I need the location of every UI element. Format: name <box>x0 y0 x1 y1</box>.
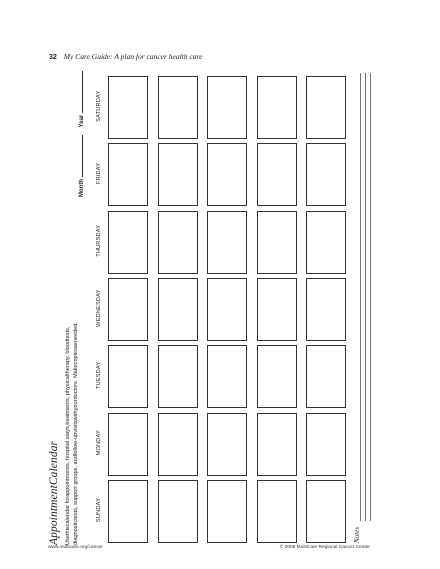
footer-copyright: © 2008 MultiCare Regional Cancer Center <box>279 545 370 550</box>
calendar-day-cell[interactable] <box>257 278 297 341</box>
calendar-day-cell[interactable] <box>306 144 346 207</box>
calendar-day-cell[interactable] <box>158 413 198 476</box>
month-year-fields <box>79 65 85 197</box>
calendar-day-cell[interactable] <box>306 413 346 476</box>
calendar-day-cell[interactable] <box>207 480 247 543</box>
calendar-day-cell[interactable] <box>158 480 198 543</box>
description-line-2: diagnostictests, support groups, andfollow-upvisitswithyourdoctors. Makecopiesasneeded. <box>73 322 79 545</box>
calendar-day-cell[interactable] <box>108 480 148 543</box>
page-number: 32 <box>49 54 57 61</box>
calendar-day-cell[interactable] <box>158 345 198 408</box>
day-header: SUNDAY <box>96 497 102 523</box>
year-field[interactable] <box>82 71 83 113</box>
calendar-day-cell[interactable] <box>158 278 198 341</box>
calendar-title: AppointmentCalendar <box>48 440 60 545</box>
day-header: TUESDAY <box>96 361 102 390</box>
calendar-day-cell[interactable] <box>158 76 198 139</box>
month-label: Month <box>79 179 85 197</box>
footer-url: www.multicare.org/cancer <box>48 545 103 550</box>
calendar-day-cell[interactable] <box>257 76 297 139</box>
calendar-day-cell[interactable] <box>108 211 148 274</box>
day-header: MONDAY <box>96 430 102 456</box>
month-field[interactable] <box>82 135 83 177</box>
calendar-day-cell[interactable] <box>108 76 148 139</box>
day-header: FRIDAY <box>96 162 102 185</box>
calendar-day-cell[interactable] <box>306 76 346 139</box>
notes-label: Notes <box>353 527 361 543</box>
calendar-day-cell[interactable] <box>207 211 247 274</box>
calendar-day-cell[interactable] <box>108 345 148 408</box>
calendar-day-cell[interactable] <box>207 76 247 139</box>
calendar-day-cell[interactable] <box>207 278 247 341</box>
notes-line[interactable] <box>365 73 366 521</box>
notes-line[interactable] <box>360 73 361 521</box>
guide-title: My Care Guide: A plan for cancer health care <box>63 52 203 61</box>
calendar-day-cell[interactable] <box>108 413 148 476</box>
calendar-day-cell[interactable] <box>257 413 297 476</box>
calendar-day-cell[interactable] <box>207 413 247 476</box>
description-line-1: Usethiscalendar forappointments, hospital stays,treatments, physicaltherapy, bloodtests, <box>65 326 71 545</box>
day-header: SATURDAY <box>96 90 102 122</box>
day-header: WEDNESDAY <box>96 289 102 327</box>
calendar-day-cell[interactable] <box>257 345 297 408</box>
calendar-day-cell[interactable] <box>306 278 346 341</box>
calendar-day-cell[interactable] <box>257 480 297 543</box>
calendar-day-cell[interactable] <box>207 345 247 408</box>
calendar-day-cell[interactable] <box>306 211 346 274</box>
year-label: Year <box>79 114 85 128</box>
calendar-day-cell[interactable] <box>306 480 346 543</box>
calendar-day-cell[interactable] <box>108 144 148 207</box>
calendar-day-cell[interactable] <box>158 211 198 274</box>
calendar-day-cell[interactable] <box>257 144 297 207</box>
page-header <box>49 52 202 61</box>
day-header: THURSDAY <box>96 224 102 257</box>
calendar-day-cell[interactable] <box>158 144 198 207</box>
calendar-day-cell[interactable] <box>207 144 247 207</box>
calendar-description <box>64 295 80 545</box>
notes-line[interactable] <box>370 73 371 521</box>
calendar-day-cell[interactable] <box>257 211 297 274</box>
appointment-calendar <box>48 73 372 545</box>
calendar-day-cell[interactable] <box>306 345 346 408</box>
calendar-day-cell[interactable] <box>108 278 148 341</box>
